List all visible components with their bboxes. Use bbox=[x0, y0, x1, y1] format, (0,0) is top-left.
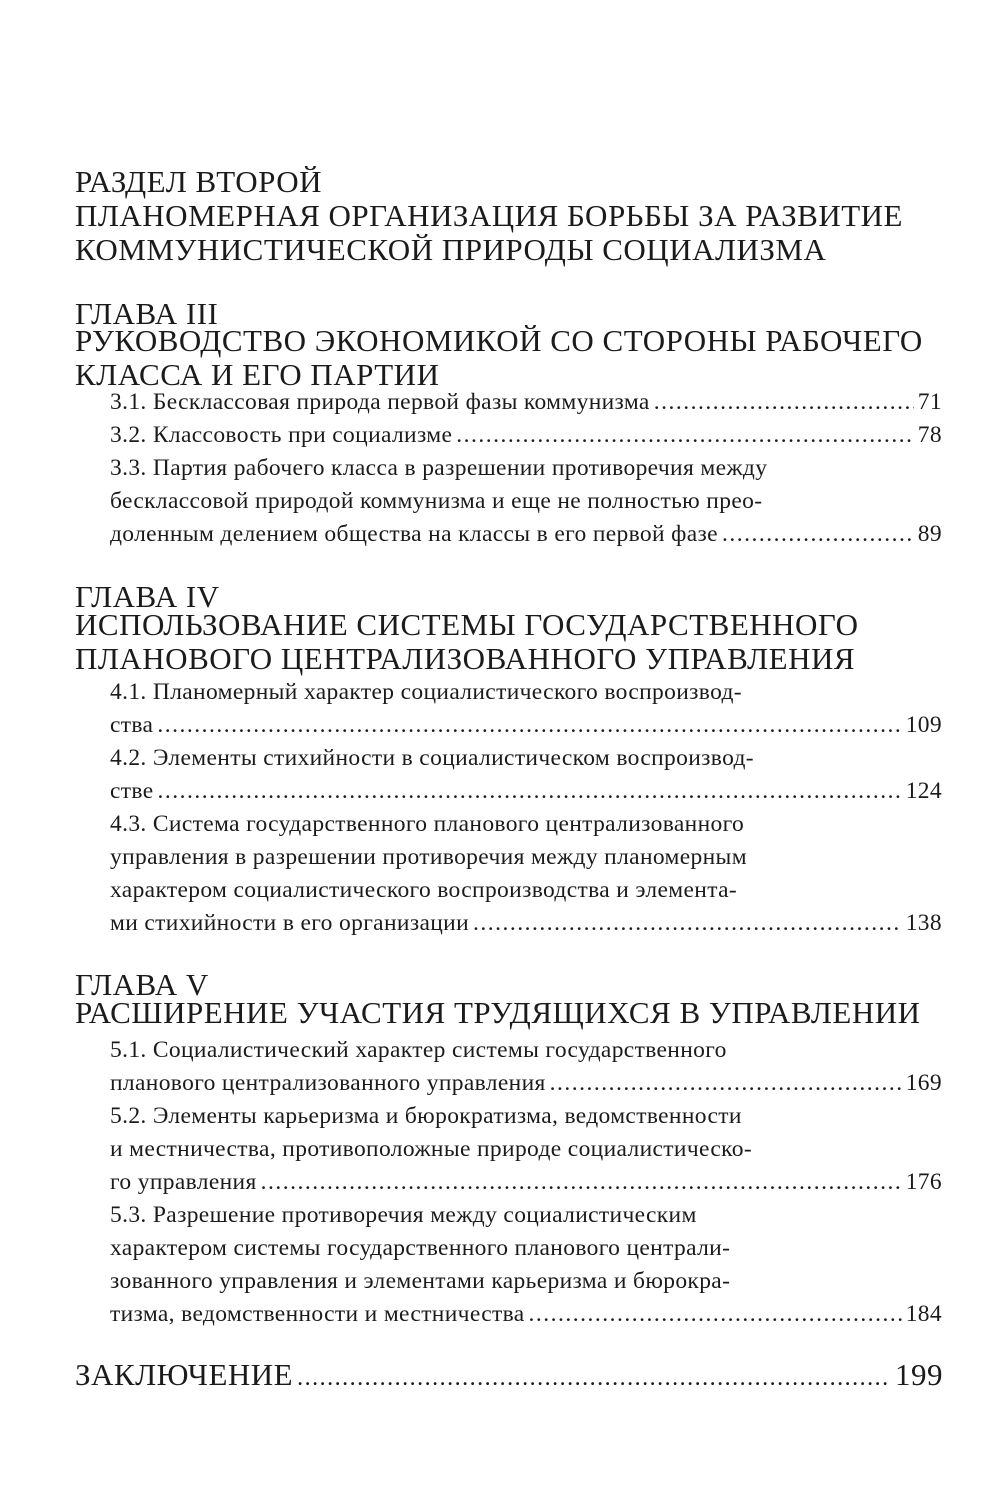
chapter-title-line: ПЛАНОВОГО ЦЕНТРАЛИЗОВАННОГО УПРАВЛЕНИЯ bbox=[75, 641, 856, 676]
toc-entry-text: 3.2. Классовость при социализме bbox=[110, 422, 453, 448]
page-number: 89 bbox=[917, 521, 942, 547]
dot-leader bbox=[654, 386, 914, 419]
chapter-title-line: КЛАССА И ЕГО ПАРТИИ bbox=[75, 357, 440, 392]
toc-entry-conclusion[interactable] bbox=[75, 1358, 943, 1395]
dot-leader bbox=[550, 1067, 902, 1100]
toc-entry[interactable] bbox=[110, 808, 942, 940]
chapter-label: ГЛАВА IV bbox=[75, 579, 220, 614]
toc-entry-text: 4.3. Система государственного планового централизованного bbox=[110, 811, 745, 837]
dot-leader bbox=[158, 775, 902, 808]
toc-entry-text: доленным делением общества на классы в его первой фазе bbox=[110, 521, 718, 547]
toc-entry-text: ми стихийности в его организации bbox=[110, 910, 470, 936]
toc-entry[interactable] bbox=[110, 1100, 942, 1199]
toc-entry-text: тизма, ведомственности и местничества bbox=[110, 1301, 525, 1327]
toc-entry[interactable] bbox=[110, 419, 942, 452]
toc-entry[interactable] bbox=[110, 386, 942, 419]
page-number: 78 bbox=[917, 422, 942, 448]
toc-entry-text: характером социалистического воспроизводства и элемента- bbox=[110, 877, 738, 903]
toc-entry-text: планового централизованного управления bbox=[110, 1070, 546, 1096]
page-number: 176 bbox=[905, 1169, 942, 1195]
toc-entry-text: зованного управления и элементами карьеризма и бюрокра- bbox=[110, 1268, 731, 1294]
toc-entry-text: ства bbox=[110, 712, 154, 738]
toc-entry-text: 4.1. Планомерный характер социалистического воспроизвод- bbox=[110, 679, 742, 705]
dot-leader bbox=[722, 518, 914, 551]
page-number: 109 bbox=[905, 712, 942, 738]
chapter-title-line: РАСШИРЕНИЕ УЧАСТИЯ ТРУДЯЩИХСЯ В УПРАВЛЕНИИ bbox=[75, 995, 921, 1030]
page-number: 199 bbox=[895, 1357, 943, 1392]
dot-leader bbox=[473, 907, 902, 940]
chapter-title-line: РУКОВОДСТВО ЭКОНОМИКОЙ СО СТОРОНЫ РАБОЧЕГО bbox=[75, 323, 923, 358]
toc-entry[interactable] bbox=[110, 1199, 942, 1331]
toc-entry-text: характером системы государственного планового централи- bbox=[110, 1235, 731, 1261]
toc-entry[interactable] bbox=[110, 452, 942, 551]
dot-leader bbox=[261, 1166, 902, 1199]
toc-entry-text: 3.3. Партия рабочего класса в разрешении противоречия между bbox=[110, 455, 768, 481]
toc-entry-text: управления в разрешении противоречия между планомерным bbox=[110, 844, 747, 870]
page-number: 124 bbox=[905, 778, 942, 804]
dot-leader bbox=[529, 1298, 902, 1331]
toc-entry-text: и местничества, противоположные природе социалистическо- bbox=[110, 1136, 753, 1162]
chapter-title-line: ИСПОЛЬЗОВАНИЕ СИСТЕМЫ ГОСУДАРСТВЕННОГО bbox=[75, 607, 859, 642]
dot-leader bbox=[157, 709, 901, 742]
page-number: 138 bbox=[905, 910, 942, 936]
dot-leader bbox=[456, 419, 914, 452]
toc-entry-text: го управления bbox=[110, 1169, 257, 1195]
chapter-label: ГЛАВА V bbox=[75, 967, 209, 1002]
toc-entry-text: 5.1. Социалистический характер системы государственного bbox=[110, 1037, 727, 1063]
toc-entry-text: 5.3. Разрешение противоречия между социалистическим bbox=[110, 1202, 697, 1228]
toc-entry[interactable] bbox=[110, 742, 942, 808]
section-label: РАЗДЕЛ ВТОРОЙ bbox=[75, 164, 323, 199]
page-number: 184 bbox=[905, 1301, 942, 1327]
dot-leader bbox=[297, 1361, 891, 1395]
toc-entry[interactable] bbox=[110, 1034, 942, 1100]
toc-entry-text: 5.2. Элементы карьеризма и бюрократизма, ведомственности bbox=[110, 1103, 742, 1129]
page-number: 71 bbox=[917, 389, 942, 415]
page-number: 169 bbox=[905, 1070, 942, 1096]
toc-entry-text: 3.1. Бесклассовая природа первой фазы коммунизма bbox=[110, 389, 650, 415]
conclusion-label: ЗАКЛЮЧЕНИЕ bbox=[75, 1357, 294, 1392]
toc-entry[interactable] bbox=[110, 676, 942, 742]
toc-entry-text: стве bbox=[110, 778, 154, 804]
toc-entry-text: 4.2. Элементы стихийности в социалистическом воспроизвод- bbox=[110, 745, 754, 771]
chapter-label: ГЛАВА III bbox=[75, 296, 219, 331]
section-title-line: КОММУНИСТИЧЕСКОЙ ПРИРОДЫ СОЦИАЛИЗМА bbox=[75, 232, 827, 267]
section-title-line: ПЛАНОМЕРНАЯ ОРГАНИЗАЦИЯ БОРЬБЫ ЗА РАЗВИТИЕ bbox=[75, 198, 903, 233]
toc-entry-text: бесклассовой природой коммунизма и еще не полностью прео- bbox=[110, 488, 763, 514]
